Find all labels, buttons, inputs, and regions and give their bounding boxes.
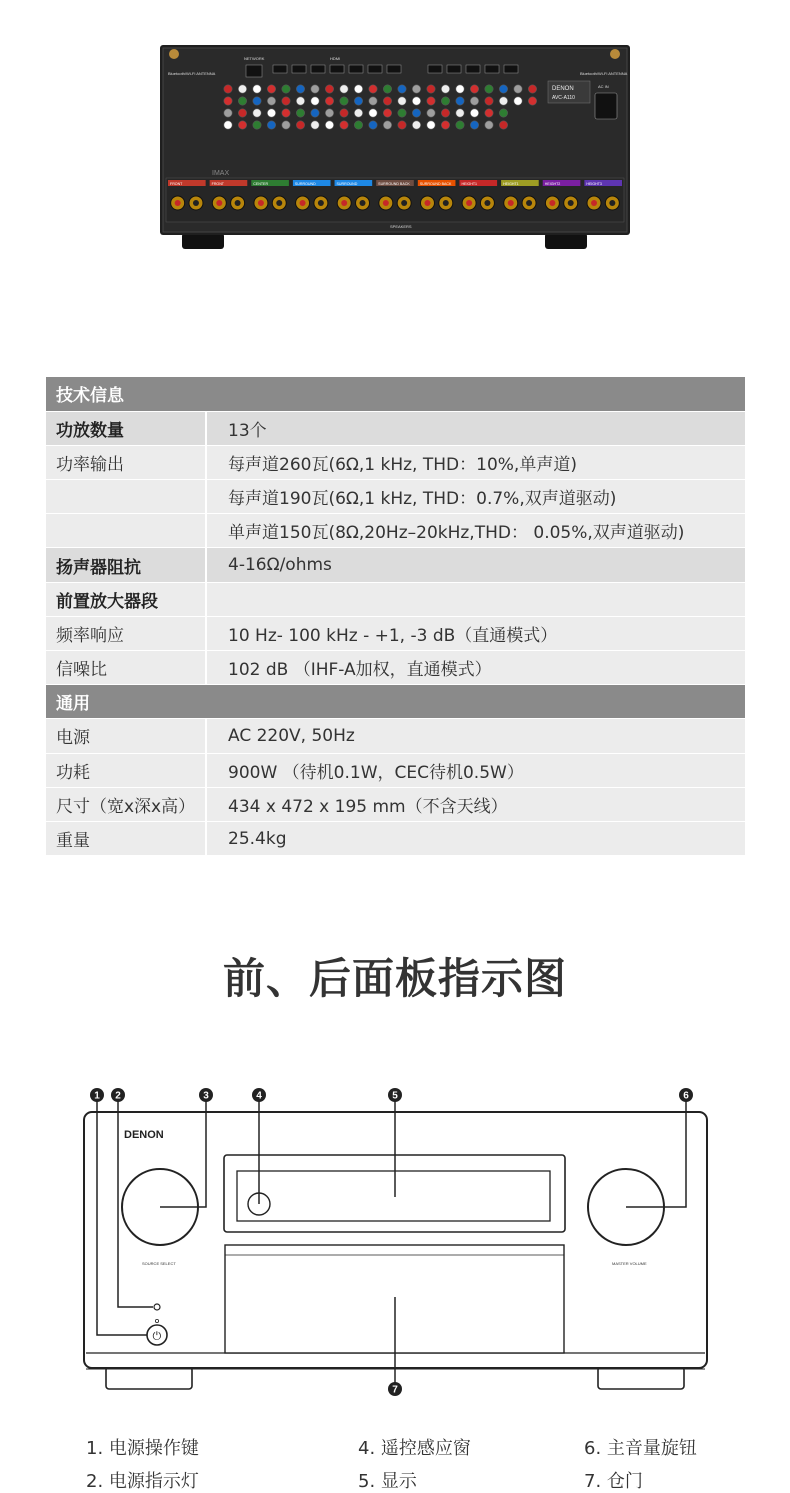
spec-table	[46, 377, 745, 856]
rca-jack	[485, 97, 493, 105]
spec-value: 25.4kg	[206, 821, 745, 855]
speaker-terminal-cap	[591, 200, 597, 206]
front-foot-right	[598, 1367, 684, 1389]
spec-value: AC 220V, 50Hz	[206, 719, 745, 753]
rca-jack	[383, 109, 391, 117]
rca-jack	[267, 109, 275, 117]
callout-number: 6	[683, 1090, 689, 1102]
speaker-terminal-cap	[235, 200, 241, 206]
callout-number: 1	[94, 1090, 100, 1102]
rca-jack	[369, 97, 377, 105]
rca-jack	[412, 109, 420, 117]
rca-jack	[340, 109, 348, 117]
rca-jack	[282, 97, 290, 105]
speaker-terminal-cap	[508, 200, 514, 206]
rca-jack	[499, 85, 507, 93]
speaker-group-label: HEIGHT2	[544, 182, 561, 186]
rca-jack	[253, 97, 261, 105]
spec-key: 前置放大器段	[46, 582, 206, 616]
speaker-group-label: SURROUND	[294, 182, 316, 186]
speaker-terminal-cap	[341, 200, 347, 206]
spec-value: 13个	[206, 411, 745, 445]
rca-jack	[224, 121, 232, 129]
spec-row	[46, 514, 745, 548]
callout-number: 7	[392, 1384, 398, 1396]
rca-jack	[267, 97, 275, 105]
source-select-label: SOURCE SELECT	[142, 1261, 176, 1266]
rca-jack	[340, 121, 348, 129]
speakers-label: SPEAKERS	[390, 224, 412, 229]
speaker-terminal-cap	[609, 200, 615, 206]
rca-jack	[238, 85, 246, 93]
speaker-terminal-cap	[276, 200, 282, 206]
spec-value: 每声道190瓦(6Ω,1 kHz, THD：0.7%,双声道驱动)	[206, 480, 745, 514]
speaker-terminal-cap	[383, 200, 389, 206]
spec-key: 重量	[46, 821, 206, 855]
front-foot-left	[106, 1367, 192, 1389]
spec-value	[206, 582, 745, 616]
spec-key: 频率响应	[46, 616, 206, 650]
speaker-terminal-cap	[318, 200, 324, 206]
ac-in-label: AC IN	[598, 84, 609, 89]
rca-jack	[369, 85, 377, 93]
rca-jack	[325, 85, 333, 93]
rca-jack	[528, 97, 536, 105]
rca-jack	[311, 121, 319, 129]
ac-inlet	[595, 93, 617, 119]
rear-model-label: AVC-A110	[552, 95, 575, 101]
bt-antenna-right-label: Bluetooth/Wi-Fi ANTENNA	[580, 71, 628, 76]
rca-jack	[398, 85, 406, 93]
rca-jack	[354, 85, 362, 93]
rca-jack	[485, 85, 493, 93]
rca-jack	[398, 109, 406, 117]
spec-row	[46, 685, 745, 719]
rca-jack	[412, 85, 420, 93]
antenna-right-icon	[610, 49, 620, 59]
front-brand-label: DENON	[124, 1129, 164, 1141]
speaker-group-label: SURROUND	[336, 182, 358, 186]
rca-jack	[224, 85, 232, 93]
rear-brand-label: DENON	[552, 86, 574, 92]
speaker-terminal-cap	[424, 200, 430, 206]
rca-jack	[238, 97, 246, 105]
rca-jack	[485, 109, 493, 117]
spec-key: 尺寸（宽x深x高）	[46, 787, 206, 821]
rca-jack	[499, 121, 507, 129]
spec-value: 900W （待机0.1W，CEC待机0.5W）	[206, 753, 745, 787]
rca-jack	[427, 109, 435, 117]
speaker-group-label: FRONT	[170, 182, 183, 186]
rca-jack	[383, 121, 391, 129]
rca-jack	[340, 85, 348, 93]
rca-jack	[282, 85, 290, 93]
rca-jack	[325, 109, 333, 117]
power-icon: ⏻	[152, 1329, 162, 1343]
rca-jack	[224, 97, 232, 105]
spec-value: 10 Hz- 100 kHz - +1, -3 dB（直通模式）	[206, 616, 745, 650]
callout-number: 5	[392, 1090, 398, 1102]
spec-row	[46, 787, 745, 821]
rca-jack	[253, 109, 261, 117]
rca-jack	[238, 109, 246, 117]
rca-jack	[354, 97, 362, 105]
rca-jack	[311, 109, 319, 117]
spec-key	[46, 514, 206, 548]
bt-antenna-left-label: Bluetooth/Wi-Fi ANTENNA	[168, 71, 216, 76]
spec-key: 信噪比	[46, 651, 206, 685]
speaker-terminal-cap	[549, 200, 555, 206]
legend-item-1: 1. 电源操作键	[86, 1438, 199, 1459]
rca-jack	[383, 97, 391, 105]
rca-jack	[412, 97, 420, 105]
hdmi-label: HDMI	[330, 56, 341, 61]
legend-item-4: 4. 遥控感应窗	[358, 1438, 471, 1459]
rca-jack	[470, 97, 478, 105]
rca-jack	[441, 121, 449, 129]
speaker-group-label: CENTER	[253, 182, 269, 186]
rca-jack	[311, 97, 319, 105]
rear-foot-left	[182, 233, 224, 249]
spec-value: 4-16Ω/ohms	[206, 548, 745, 582]
speaker-group-label: SURROUND BACK	[419, 182, 452, 186]
rca-jack	[441, 109, 449, 117]
rca-jack	[267, 121, 275, 129]
callout-number: 2	[115, 1090, 121, 1102]
rca-jack	[296, 97, 304, 105]
spec-key: 功率输出	[46, 445, 206, 479]
legend-item-6: 6. 主音量旋钮	[584, 1438, 697, 1459]
speaker-terminal-cap	[216, 200, 222, 206]
rca-jack	[427, 97, 435, 105]
network-label: NETWORK	[244, 56, 265, 61]
rca-jack	[470, 121, 478, 129]
spec-key	[46, 480, 206, 514]
rca-jack	[325, 97, 333, 105]
speaker-terminal-cap	[360, 200, 366, 206]
rca-jack	[383, 85, 391, 93]
spec-row	[46, 480, 745, 514]
rca-jack	[470, 85, 478, 93]
spec-row	[46, 445, 745, 479]
rca-jack	[398, 121, 406, 129]
speaker-group-label: FRONT	[211, 182, 225, 186]
rca-jack	[253, 85, 261, 93]
speaker-group-label: HEIGHT1	[503, 182, 519, 186]
rca-jack	[528, 85, 536, 93]
rear-panel-image	[160, 45, 630, 250]
spec-value: 每声道260瓦(6Ω,1 kHz, THD：10%,单声道)	[206, 445, 745, 479]
rca-jack	[514, 97, 522, 105]
spec-key: 电源	[46, 719, 206, 753]
network-port	[246, 65, 262, 77]
speaker-terminal-cap	[526, 200, 532, 206]
spec-section-title: 通用	[46, 685, 745, 719]
imax-label: IMAX	[212, 170, 230, 177]
spec-value: 102 dB （IHF-A加权，直通模式）	[206, 651, 745, 685]
rca-jack	[412, 121, 420, 129]
speaker-terminal-cap	[568, 200, 574, 206]
antenna-left-icon	[169, 49, 179, 59]
spec-key: 功耗	[46, 753, 206, 787]
spec-value: 434 x 472 x 195 mm（不含天线）	[206, 787, 745, 821]
speaker-terminal-cap	[193, 200, 199, 206]
rca-jack	[224, 109, 232, 117]
rca-jack	[267, 85, 275, 93]
spec-row	[46, 821, 745, 855]
callout-number: 4	[256, 1090, 262, 1102]
spec-value: 单声道150瓦(8Ω,20Hz–20kHz,THD： 0.05%,双声道驱动)	[206, 514, 745, 548]
rca-jack	[470, 109, 478, 117]
rca-jack	[296, 85, 304, 93]
rca-jack	[296, 109, 304, 117]
speaker-terminal-cap	[300, 200, 306, 206]
spec-row	[46, 582, 745, 616]
spec-section-title: 技术信息	[46, 377, 745, 411]
speaker-terminal-cap	[258, 200, 264, 206]
rca-jack	[499, 97, 507, 105]
speaker-terminal-cap	[443, 200, 449, 206]
rca-jack	[456, 121, 464, 129]
spec-row	[46, 651, 745, 685]
rca-jack	[340, 97, 348, 105]
speaker-terminal-cap	[401, 200, 407, 206]
rca-jack	[427, 121, 435, 129]
rca-jack	[311, 85, 319, 93]
power-button-dot	[155, 1319, 158, 1322]
display-window	[237, 1171, 550, 1221]
rca-jack	[427, 85, 435, 93]
speaker-group-label: SURROUND BACK	[378, 182, 410, 186]
spec-row	[46, 719, 745, 753]
rca-jack	[369, 109, 377, 117]
rca-jack	[282, 121, 290, 129]
rca-jack	[282, 109, 290, 117]
legend-item-7: 7. 仓门	[584, 1471, 643, 1492]
spec-row	[46, 411, 745, 445]
spec-row	[46, 616, 745, 650]
spec-key: 功放数量	[46, 411, 206, 445]
power-indicator-light	[154, 1304, 160, 1310]
rca-jack	[296, 121, 304, 129]
diagram-title: 前、后面板指示图	[222, 954, 567, 1003]
rca-jack	[514, 85, 522, 93]
rca-jack	[441, 85, 449, 93]
callout-number: 3	[203, 1090, 209, 1102]
rca-jack	[456, 97, 464, 105]
legend-item-2: 2. 电源指示灯	[86, 1471, 199, 1492]
speaker-terminal-cap	[484, 200, 490, 206]
rca-jack	[441, 97, 449, 105]
rca-jack	[253, 121, 261, 129]
rca-jack	[238, 121, 246, 129]
rca-jack	[499, 109, 507, 117]
speaker-group-label: HEIGHT1	[461, 182, 478, 186]
rca-jack	[354, 121, 362, 129]
legend-item-5: 5. 显示	[358, 1471, 417, 1492]
rca-jack	[325, 121, 333, 129]
spec-row	[46, 377, 745, 411]
rca-jack	[354, 109, 362, 117]
rca-jack	[398, 97, 406, 105]
spec-row	[46, 753, 745, 787]
speaker-terminal-cap	[175, 200, 181, 206]
speaker-terminal-cap	[466, 200, 472, 206]
rca-jack	[456, 85, 464, 93]
rca-jack	[456, 109, 464, 117]
rear-foot-right	[545, 233, 587, 249]
rca-jack	[369, 121, 377, 129]
front-panel-diagram	[80, 1085, 720, 1403]
spec-key: 扬声器阻抗	[46, 548, 206, 582]
spec-row	[46, 548, 745, 582]
speaker-group-label: HEIGHT3	[586, 182, 602, 186]
master-volume-label: MASTER VOLUME	[612, 1261, 647, 1266]
rca-jack	[485, 121, 493, 129]
